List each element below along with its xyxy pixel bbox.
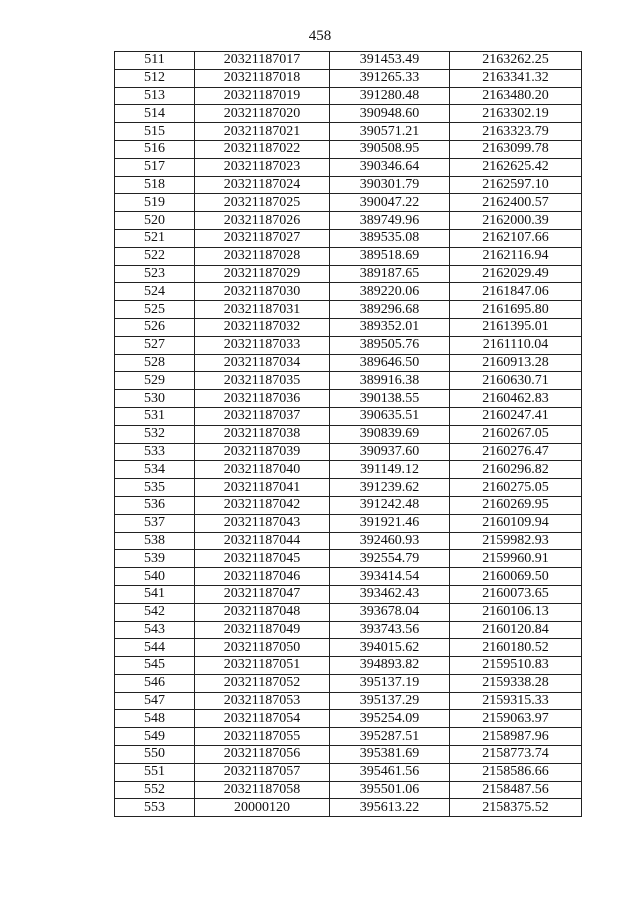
y-coordinate-cell: 2160106.13 (450, 603, 582, 621)
row-index-cell: 542 (115, 603, 195, 621)
y-coordinate-cell: 2158375.52 (450, 799, 582, 817)
row-index-cell: 519 (115, 194, 195, 212)
row-index-cell: 546 (115, 674, 195, 692)
point-id-cell: 20321187041 (195, 479, 330, 497)
y-coordinate-cell: 2158987.96 (450, 728, 582, 746)
y-coordinate-cell: 2159982.93 (450, 532, 582, 550)
y-coordinate-cell: 2163302.19 (450, 105, 582, 123)
table-row (115, 123, 582, 141)
point-id-cell: 20321187051 (195, 657, 330, 675)
point-id-cell: 20321187042 (195, 496, 330, 514)
table-row (115, 799, 582, 817)
point-id-cell: 20321187031 (195, 301, 330, 319)
x-coordinate-cell: 394015.62 (330, 639, 450, 657)
row-index-cell: 545 (115, 657, 195, 675)
row-index-cell: 553 (115, 799, 195, 817)
row-index-cell: 511 (115, 52, 195, 70)
point-id-cell: 20321187037 (195, 407, 330, 425)
y-coordinate-cell: 2159338.28 (450, 674, 582, 692)
row-index-cell: 522 (115, 247, 195, 265)
point-id-cell: 20321187055 (195, 728, 330, 746)
x-coordinate-cell: 392460.93 (330, 532, 450, 550)
row-index-cell: 515 (115, 123, 195, 141)
row-index-cell: 517 (115, 158, 195, 176)
point-id-cell: 20321187017 (195, 52, 330, 70)
x-coordinate-cell: 391242.48 (330, 496, 450, 514)
y-coordinate-cell: 2162625.42 (450, 158, 582, 176)
x-coordinate-cell: 390346.64 (330, 158, 450, 176)
y-coordinate-cell: 2158586.66 (450, 763, 582, 781)
point-id-cell: 20321187028 (195, 247, 330, 265)
table-row (115, 301, 582, 319)
x-coordinate-cell: 390948.60 (330, 105, 450, 123)
table-row (115, 372, 582, 390)
row-index-cell: 534 (115, 461, 195, 479)
table-row (115, 283, 582, 301)
x-coordinate-cell: 395137.19 (330, 674, 450, 692)
table-row (115, 710, 582, 728)
y-coordinate-cell: 2162400.57 (450, 194, 582, 212)
table-row (115, 763, 582, 781)
y-coordinate-cell: 2162029.49 (450, 265, 582, 283)
point-id-cell: 20321187049 (195, 621, 330, 639)
y-coordinate-cell: 2159960.91 (450, 550, 582, 568)
point-id-cell: 20321187039 (195, 443, 330, 461)
x-coordinate-cell: 389187.65 (330, 265, 450, 283)
point-id-cell: 20321187018 (195, 69, 330, 87)
y-coordinate-cell: 2160120.84 (450, 621, 582, 639)
table-row (115, 229, 582, 247)
page-number: 458 (308, 28, 332, 44)
table-row (115, 425, 582, 443)
point-id-cell: 20321187045 (195, 550, 330, 568)
point-id-cell: 20321187029 (195, 265, 330, 283)
row-index-cell: 524 (115, 283, 195, 301)
x-coordinate-cell: 390138.55 (330, 390, 450, 408)
y-coordinate-cell: 2160109.94 (450, 514, 582, 532)
point-id-cell: 20321187057 (195, 763, 330, 781)
point-id-cell: 20321187058 (195, 781, 330, 799)
x-coordinate-cell: 389518.69 (330, 247, 450, 265)
x-coordinate-cell: 390301.79 (330, 176, 450, 194)
table-row (115, 496, 582, 514)
y-coordinate-cell: 2163323.79 (450, 123, 582, 141)
x-coordinate-cell: 389535.08 (330, 229, 450, 247)
x-coordinate-cell: 391265.33 (330, 69, 450, 87)
x-coordinate-cell: 395501.06 (330, 781, 450, 799)
table-row (115, 87, 582, 105)
table-row (115, 621, 582, 639)
x-coordinate-cell: 391921.46 (330, 514, 450, 532)
point-id-cell: 20321187027 (195, 229, 330, 247)
table-row (115, 479, 582, 497)
x-coordinate-cell: 391453.49 (330, 52, 450, 70)
row-index-cell: 537 (115, 514, 195, 532)
point-id-cell: 20000120 (195, 799, 330, 817)
x-coordinate-cell: 393414.54 (330, 568, 450, 586)
row-index-cell: 521 (115, 229, 195, 247)
y-coordinate-cell: 2160275.05 (450, 479, 582, 497)
point-id-cell: 20321187053 (195, 692, 330, 710)
y-coordinate-cell: 2158487.56 (450, 781, 582, 799)
x-coordinate-cell: 390635.51 (330, 407, 450, 425)
point-id-cell: 20321187035 (195, 372, 330, 390)
y-coordinate-cell: 2160276.47 (450, 443, 582, 461)
table-row (115, 52, 582, 70)
y-coordinate-cell: 2163099.78 (450, 140, 582, 158)
point-id-cell: 20321187050 (195, 639, 330, 657)
table-row (115, 550, 582, 568)
x-coordinate-cell: 389296.68 (330, 301, 450, 319)
table-row (115, 212, 582, 230)
point-id-cell: 20321187019 (195, 87, 330, 105)
table-row (115, 746, 582, 764)
row-index-cell: 548 (115, 710, 195, 728)
y-coordinate-cell: 2160073.65 (450, 585, 582, 603)
table-row (115, 140, 582, 158)
point-id-cell: 20321187036 (195, 390, 330, 408)
row-index-cell: 552 (115, 781, 195, 799)
table-body (115, 52, 582, 817)
table-row (115, 514, 582, 532)
row-index-cell: 525 (115, 301, 195, 319)
y-coordinate-cell: 2160913.28 (450, 354, 582, 372)
row-index-cell: 538 (115, 532, 195, 550)
row-index-cell: 539 (115, 550, 195, 568)
y-coordinate-cell: 2161695.80 (450, 301, 582, 319)
table-row (115, 781, 582, 799)
x-coordinate-cell: 395287.51 (330, 728, 450, 746)
x-coordinate-cell: 395137.29 (330, 692, 450, 710)
row-index-cell: 512 (115, 69, 195, 87)
table-row (115, 585, 582, 603)
point-id-cell: 20321187024 (195, 176, 330, 194)
y-coordinate-cell: 2160269.95 (450, 496, 582, 514)
y-coordinate-cell: 2162116.94 (450, 247, 582, 265)
x-coordinate-cell: 392554.79 (330, 550, 450, 568)
point-id-cell: 20321187021 (195, 123, 330, 141)
y-coordinate-cell: 2162000.39 (450, 212, 582, 230)
row-index-cell: 540 (115, 568, 195, 586)
point-id-cell: 20321187023 (195, 158, 330, 176)
row-index-cell: 528 (115, 354, 195, 372)
y-coordinate-cell: 2163341.32 (450, 69, 582, 87)
y-coordinate-cell: 2162597.10 (450, 176, 582, 194)
table-row (115, 603, 582, 621)
x-coordinate-cell: 390839.69 (330, 425, 450, 443)
x-coordinate-cell: 391280.48 (330, 87, 450, 105)
table-row (115, 354, 582, 372)
x-coordinate-cell: 393678.04 (330, 603, 450, 621)
y-coordinate-cell: 2163480.20 (450, 87, 582, 105)
y-coordinate-cell: 2160247.41 (450, 407, 582, 425)
x-coordinate-cell: 389220.06 (330, 283, 450, 301)
x-coordinate-cell: 390508.95 (330, 140, 450, 158)
y-coordinate-cell: 2158773.74 (450, 746, 582, 764)
table-row (115, 265, 582, 283)
x-coordinate-cell: 389505.76 (330, 336, 450, 354)
table-row (115, 194, 582, 212)
y-coordinate-cell: 2159510.83 (450, 657, 582, 675)
table-row (115, 692, 582, 710)
row-index-cell: 549 (115, 728, 195, 746)
row-index-cell: 529 (115, 372, 195, 390)
table-row (115, 69, 582, 87)
y-coordinate-cell: 2160630.71 (450, 372, 582, 390)
x-coordinate-cell: 393462.43 (330, 585, 450, 603)
row-index-cell: 544 (115, 639, 195, 657)
table-row (115, 318, 582, 336)
table-row (115, 158, 582, 176)
x-coordinate-cell: 395381.69 (330, 746, 450, 764)
x-coordinate-cell: 389916.38 (330, 372, 450, 390)
table-row (115, 639, 582, 657)
row-index-cell: 516 (115, 140, 195, 158)
y-coordinate-cell: 2161110.04 (450, 336, 582, 354)
point-id-cell: 20321187022 (195, 140, 330, 158)
point-id-cell: 20321187046 (195, 568, 330, 586)
x-coordinate-cell: 395254.09 (330, 710, 450, 728)
y-coordinate-cell: 2160267.05 (450, 425, 582, 443)
y-coordinate-cell: 2161847.06 (450, 283, 582, 301)
x-coordinate-cell: 389646.50 (330, 354, 450, 372)
x-coordinate-cell: 391239.62 (330, 479, 450, 497)
y-coordinate-cell: 2161395.01 (450, 318, 582, 336)
x-coordinate-cell: 395613.22 (330, 799, 450, 817)
row-index-cell: 523 (115, 265, 195, 283)
row-index-cell: 526 (115, 318, 195, 336)
point-id-cell: 20321187040 (195, 461, 330, 479)
row-index-cell: 535 (115, 479, 195, 497)
y-coordinate-cell: 2160462.83 (450, 390, 582, 408)
point-id-cell: 20321187054 (195, 710, 330, 728)
point-id-cell: 20321187034 (195, 354, 330, 372)
x-coordinate-cell: 391149.12 (330, 461, 450, 479)
row-index-cell: 543 (115, 621, 195, 639)
row-index-cell: 551 (115, 763, 195, 781)
x-coordinate-cell: 390571.21 (330, 123, 450, 141)
point-id-cell: 20321187038 (195, 425, 330, 443)
y-coordinate-cell: 2160296.82 (450, 461, 582, 479)
y-coordinate-cell: 2160180.52 (450, 639, 582, 657)
x-coordinate-cell: 390047.22 (330, 194, 450, 212)
table-row (115, 443, 582, 461)
y-coordinate-cell: 2159315.33 (450, 692, 582, 710)
x-coordinate-cell: 389749.96 (330, 212, 450, 230)
row-index-cell: 530 (115, 390, 195, 408)
table-row (115, 336, 582, 354)
table-row (115, 532, 582, 550)
row-index-cell: 532 (115, 425, 195, 443)
point-id-cell: 20321187030 (195, 283, 330, 301)
point-id-cell: 20321187026 (195, 212, 330, 230)
point-id-cell: 20321187056 (195, 746, 330, 764)
coordinates-table (114, 51, 582, 817)
point-id-cell: 20321187032 (195, 318, 330, 336)
point-id-cell: 20321187043 (195, 514, 330, 532)
point-id-cell: 20321187025 (195, 194, 330, 212)
row-index-cell: 514 (115, 105, 195, 123)
x-coordinate-cell: 393743.56 (330, 621, 450, 639)
point-id-cell: 20321187020 (195, 105, 330, 123)
table-row (115, 105, 582, 123)
table-row (115, 568, 582, 586)
point-id-cell: 20321187052 (195, 674, 330, 692)
table-row (115, 728, 582, 746)
row-index-cell: 547 (115, 692, 195, 710)
row-index-cell: 527 (115, 336, 195, 354)
point-id-cell: 20321187044 (195, 532, 330, 550)
row-index-cell: 536 (115, 496, 195, 514)
table-row (115, 461, 582, 479)
table-row (115, 674, 582, 692)
y-coordinate-cell: 2160069.50 (450, 568, 582, 586)
row-index-cell: 531 (115, 407, 195, 425)
row-index-cell: 541 (115, 585, 195, 603)
table-row (115, 657, 582, 675)
row-index-cell: 518 (115, 176, 195, 194)
y-coordinate-cell: 2159063.97 (450, 710, 582, 728)
row-index-cell: 533 (115, 443, 195, 461)
x-coordinate-cell: 389352.01 (330, 318, 450, 336)
table-row (115, 390, 582, 408)
table-row (115, 176, 582, 194)
y-coordinate-cell: 2162107.66 (450, 229, 582, 247)
x-coordinate-cell: 395461.56 (330, 763, 450, 781)
row-index-cell: 550 (115, 746, 195, 764)
point-id-cell: 20321187033 (195, 336, 330, 354)
table-row (115, 247, 582, 265)
x-coordinate-cell: 394893.82 (330, 657, 450, 675)
point-id-cell: 20321187047 (195, 585, 330, 603)
x-coordinate-cell: 390937.60 (330, 443, 450, 461)
y-coordinate-cell: 2163262.25 (450, 52, 582, 70)
row-index-cell: 513 (115, 87, 195, 105)
table-row (115, 407, 582, 425)
point-id-cell: 20321187048 (195, 603, 330, 621)
row-index-cell: 520 (115, 212, 195, 230)
